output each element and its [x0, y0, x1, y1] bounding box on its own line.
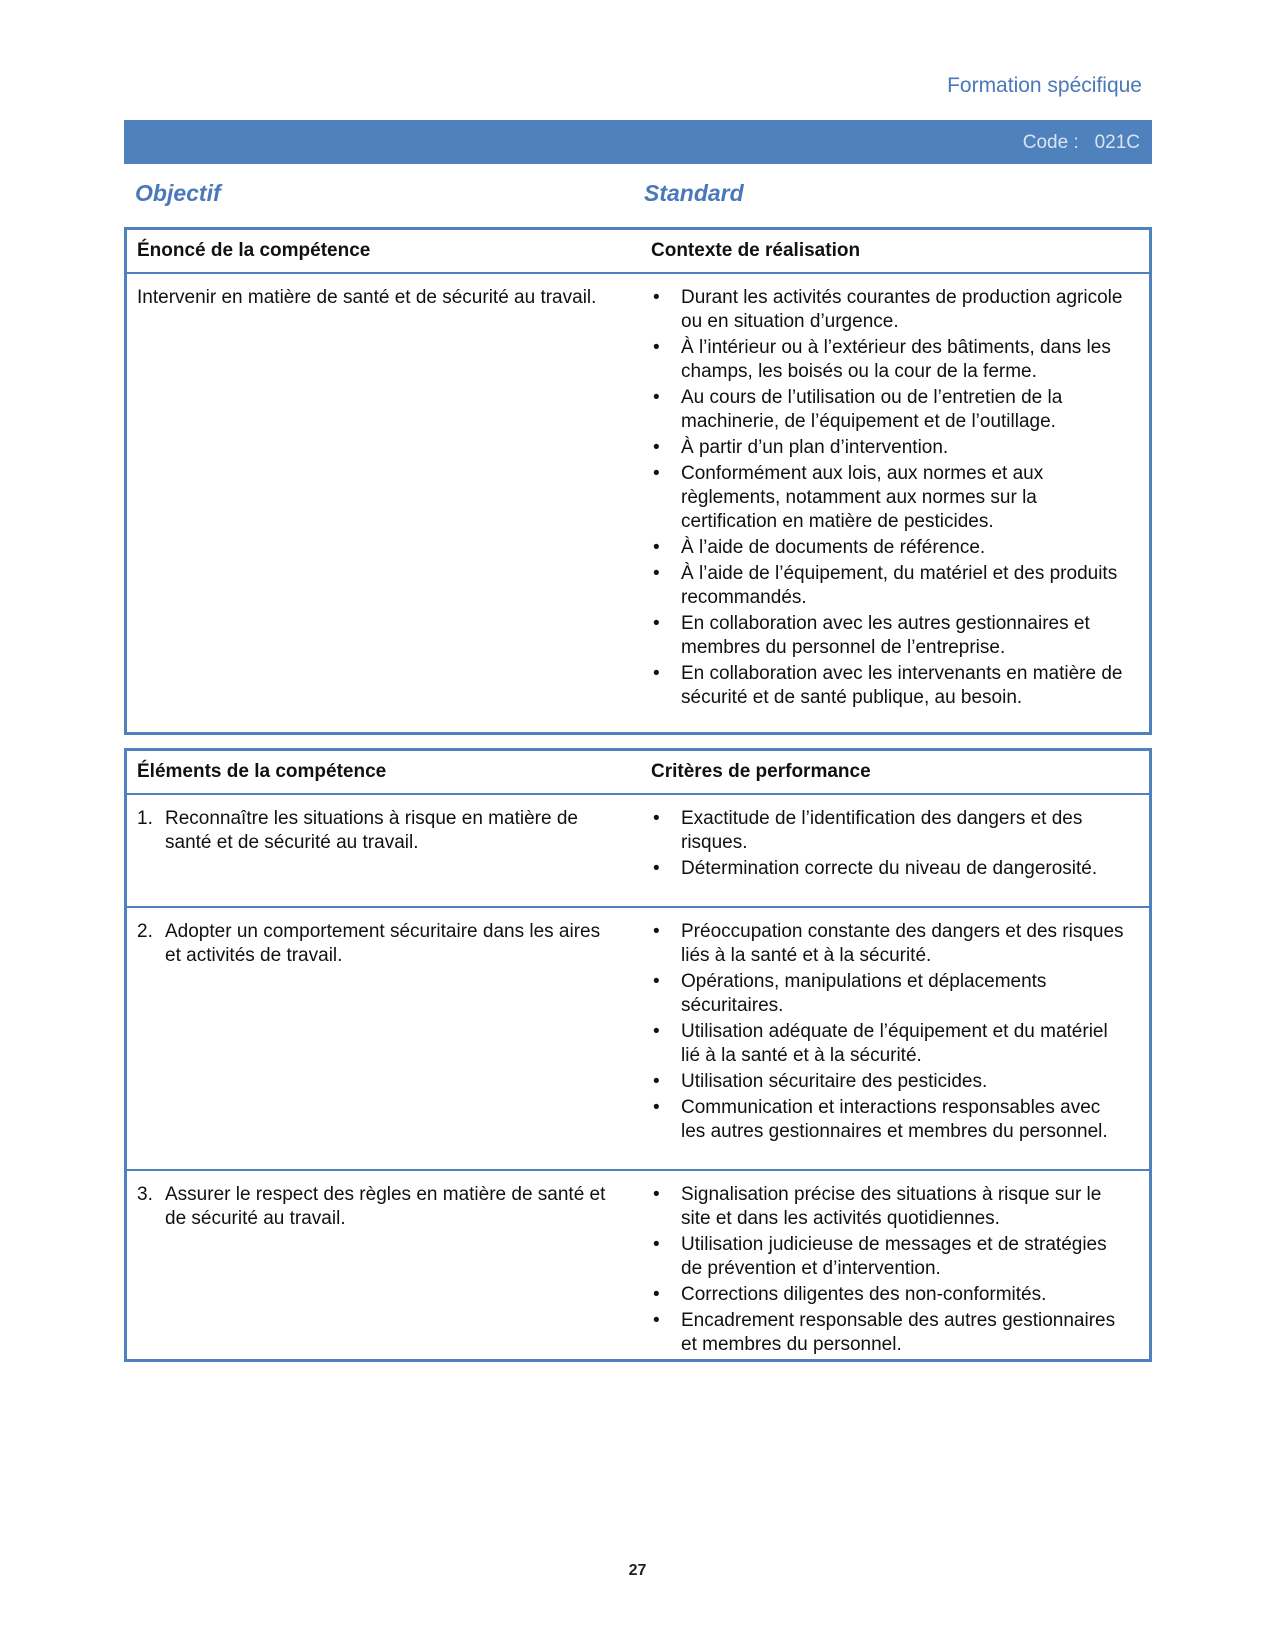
list-item: • Exactitude de l’identification des dangers et des risques. [651, 807, 1149, 855]
list-item: • En collaboration avec les autres gestionnaires et membres du personnel de l’entreprise. [651, 612, 1149, 660]
column-titles [135, 180, 1145, 212]
formation-label: Formation spécifique [947, 74, 1142, 97]
element-text: Assurer le respect des règles en matière de santé et de sécurité au travail. [165, 1184, 606, 1229]
criteres-list [651, 807, 1149, 881]
enonce-title: Énoncé de la compétence [137, 240, 371, 261]
standard-title: Standard [644, 180, 744, 206]
list-item: • Préoccupation constante des dangers et des risques liés à la santé et à la sécurité. [651, 920, 1149, 968]
list-item: • Conformément aux lois, aux normes et aux règlements, notamment aux normes sur la certification en matière de pesticides. [651, 462, 1149, 534]
elements-header [127, 751, 1149, 795]
table-row [127, 1171, 1149, 1367]
list-item: • Signalisation précise des situations à risque sur le site et dans les activités quotidiennes. [651, 1183, 1149, 1231]
elements-table [124, 748, 1152, 1362]
list-item: • Au cours de l’utilisation ou de l’entretien de la machinerie, de l’équipement et de l’outillage. [651, 386, 1149, 434]
list-item: • À partir d’un plan d’intervention. [651, 436, 1149, 460]
list-item: • À l’intérieur ou à l’extérieur des bâtiments, dans les champs, les boisés ou la cour de la ferme. [651, 336, 1149, 384]
list-item: • Opérations, manipulations et déplacements sécuritaires. [651, 970, 1149, 1018]
list-item: • Détermination correcte du niveau de dangerosité. [651, 857, 1149, 881]
table-row [127, 908, 1149, 1171]
contexte-list [651, 286, 1149, 710]
list-item: • Utilisation sécuritaire des pesticides. [651, 1070, 1149, 1094]
list-item: • À l’aide de documents de référence. [651, 536, 1149, 560]
element-number: 1. [137, 808, 153, 829]
code-text: Code : 021C [1022, 132, 1140, 153]
element-number: 2. [137, 921, 153, 942]
page-number: 27 [628, 1562, 647, 1579]
enonce-text: Intervenir en matière de santé et de sécurité au travail. [137, 287, 597, 308]
element-text: Reconnaître les situations à risque en matière de santé et de sécurité au travail. [165, 808, 578, 853]
competence-header [127, 230, 1149, 274]
contexte-title: Contexte de réalisation [651, 240, 861, 261]
list-item: • Durant les activités courantes de production agricole ou en situation d’urgence. [651, 286, 1149, 334]
list-item: • Utilisation adéquate de l’équipement et du matériel lié à la santé et à la sécurité. [651, 1020, 1149, 1068]
list-item: • À l’aide de l’équipement, du matériel et des produits recommandés. [651, 562, 1149, 610]
table-row [127, 795, 1149, 908]
list-item: • Encadrement responsable des autres gestionnaires et membres du personnel. [651, 1309, 1149, 1357]
list-item: • Communication et interactions responsables avec les autres gestionnaires et membres du personnel. [651, 1096, 1149, 1144]
criteres-list [651, 920, 1149, 1144]
criteres-list [651, 1183, 1149, 1357]
objectif-title: Objectif [135, 180, 221, 206]
elements-title: Éléments de la compétence [137, 761, 387, 782]
element-number: 3. [137, 1184, 153, 1205]
element-text: Adopter un comportement sécuritaire dans les aires et activités de travail. [165, 921, 601, 966]
competence-row [127, 274, 1149, 720]
criteres-title: Critères de performance [651, 761, 871, 782]
list-item: • En collaboration avec les intervenants en matière de sécurité et de santé publique, au besoin. [651, 662, 1149, 710]
list-item: • Corrections diligentes des non-conformités. [651, 1283, 1149, 1307]
list-item: • Utilisation judicieuse de messages et de stratégies de prévention et d’intervention. [651, 1233, 1149, 1281]
code-bar [124, 120, 1152, 164]
competence-table [124, 227, 1152, 735]
